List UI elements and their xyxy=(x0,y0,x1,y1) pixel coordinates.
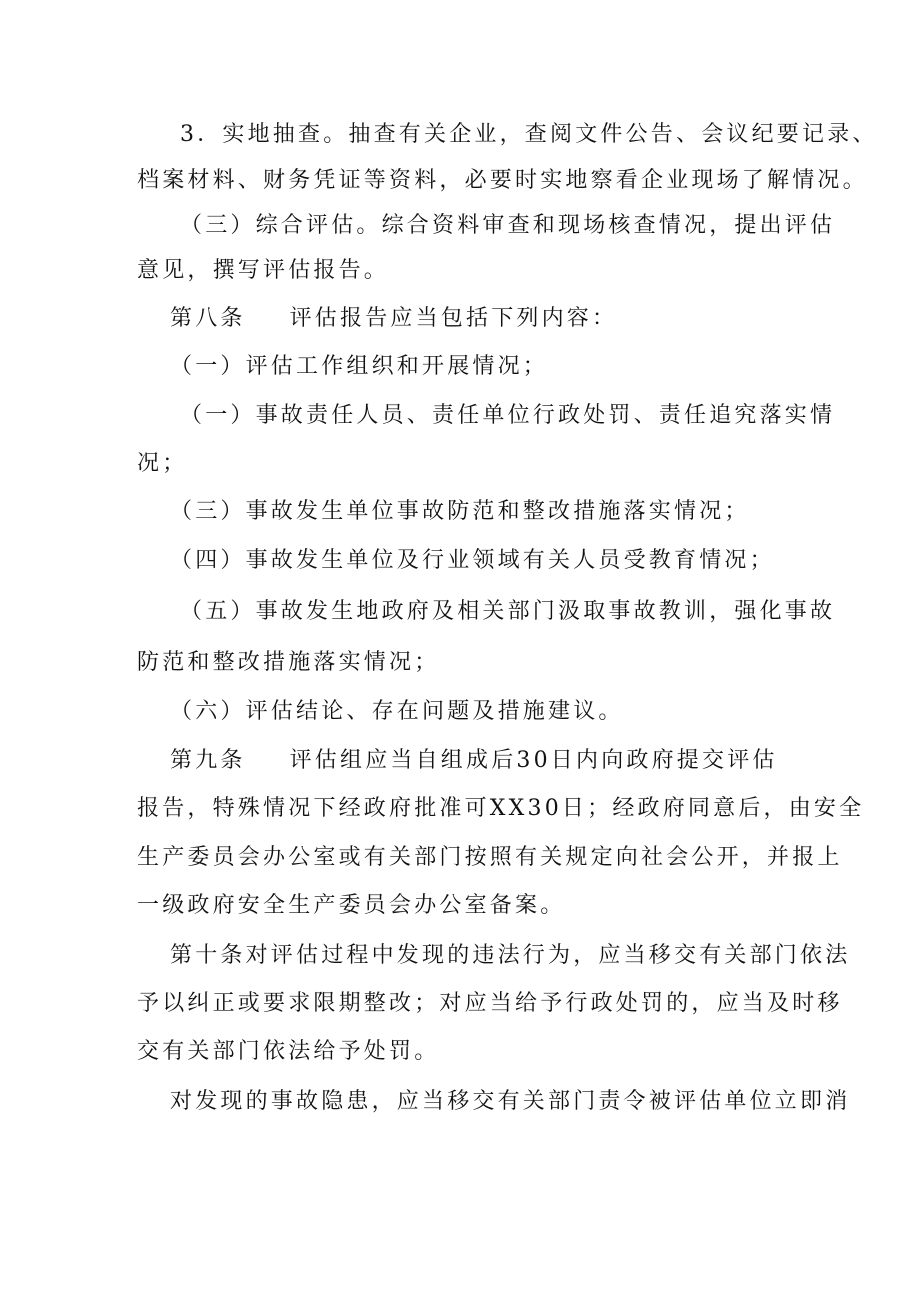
paragraph-line: 对发现的事故隐患，应当移交有关部门责令被评估单位立即消 xyxy=(170,1089,851,1114)
paragraph-line: 防范和整改措施落实情况； xyxy=(137,650,440,675)
paragraph-line: （五）事故发生地政府及相关部门汲取事故教训，强化事故 xyxy=(180,599,836,624)
paragraph-line: （一）事故责任人员、责任单位行政处罚、责任追究落实情 xyxy=(180,403,836,428)
paragraph-line: （三）综合评估。综合资料审查和现场核查情况，提出评估 xyxy=(180,213,836,238)
paragraph-line: 报告，特殊情况下经政府批准可XX30日；经政府同意后，由安全 xyxy=(137,796,865,821)
paragraph-line: （四）事故发生单位及行业领域有关人员受教育情况； xyxy=(170,548,775,573)
paragraph-line: 第十条对评估过程中发现的违法行为，应当移交有关部门依法 xyxy=(170,943,851,968)
article-text: 评估组应当自组成后30日内向政府提交评估 xyxy=(289,748,778,773)
paragraph-line: （三）事故发生单位事故防范和整改措施落实情况； xyxy=(170,499,750,524)
paragraph-line: 一级政府安全生产委员会办公室备案。 xyxy=(137,893,566,918)
article-number: 第八条 xyxy=(170,306,246,331)
paragraph-line: 3．实地抽查。抽查有关企业，查阅文件公告、会议纪要记录、 xyxy=(180,122,878,147)
paragraph-line: 予以纠正或要求限期整改；对应当给予行政处罚的，应当及时移 xyxy=(137,991,843,1016)
paragraph-line: 生产委员会办公室或有关部门按照有关规定向社会公开，并报上 xyxy=(137,845,843,870)
paragraph-line: 意见，撰写评估报告。 xyxy=(137,258,390,283)
article-heading xyxy=(170,304,790,334)
paragraph-line: （一）评估工作组织和开展情况； xyxy=(170,354,549,379)
paragraph-line: （六）评估结论、存在问题及措施建议。 xyxy=(170,699,624,724)
article-heading xyxy=(170,746,790,776)
article-number: 第九条 xyxy=(170,748,246,773)
paragraph-line: 档案材料、财务凭证等资料，必要时实地察看企业现场了解情况。 xyxy=(137,168,868,193)
article-text: 评估报告应当包括下列内容： xyxy=(289,306,618,331)
paragraph-line: 况； xyxy=(137,451,188,476)
paragraph-line: 交有关部门依法给予处罚。 xyxy=(137,1039,440,1064)
